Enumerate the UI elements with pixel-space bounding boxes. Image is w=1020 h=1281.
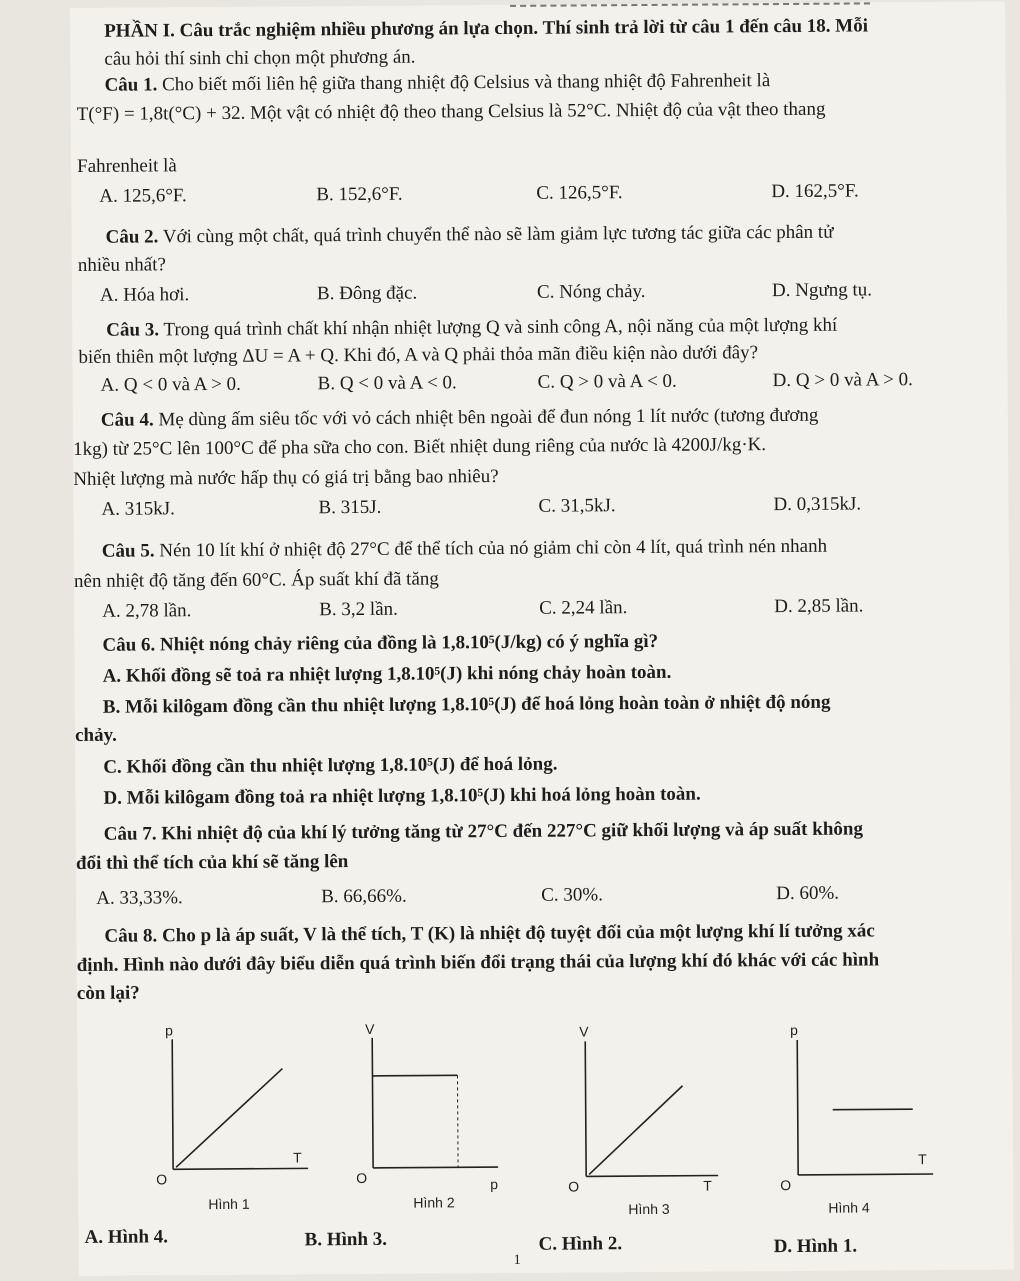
q3-option-b[interactable]: B. Q < 0 và A < 0. [317,372,457,395]
fig2-caption: Hình 2 [413,1194,455,1211]
fig1-caption: Hình 1 [208,1195,250,1213]
q2-option-c[interactable]: C. Nóng chảy. [536,280,646,303]
fig4-x-label: T [918,1151,927,1168]
q3-line1: Câu 3. Trong quá trình chất khí nhận nhiệt lượng Q và sinh công A, nội năng của một lượng khí [106,314,838,341]
fig4-origin: O [780,1176,792,1194]
top-dashed-rule [510,2,870,7]
figures-row [97,1014,998,1225]
q6-option-a[interactable]: A. Khối đồng sẽ toả ra nhiệt lượng 1,8.10⁵(J) khi nóng chảy hoàn toàn. [102,661,672,687]
q1-line3: Fahrenheit là [77,155,177,177]
q2-line2: nhiều nhất? [77,254,166,276]
q4-option-b[interactable]: B. 315J. [318,496,382,519]
fig1-x-label: T [292,1149,302,1166]
q3-line2: biến thiên một lượng ΔU = A + Q. Khi đó, A và Q phải thỏa mãn điều kiện nào dưới đây? [78,342,759,368]
q6-option-b[interactable]: B. Mỗi kilôgam đồng cần thu nhiệt lượng 1,8.10⁵(J) để hoá lỏng hoàn toàn ở nhiệt độ nóng [102,691,831,718]
q7-line2: đổi thì thể tích của khí sẽ tăng lên [75,851,349,874]
q1-option-a[interactable]: A. 125,6°F. [99,185,187,207]
fig3-y-label: V [579,1023,589,1040]
q5-option-a[interactable]: A. 2,78 lần. [102,600,192,622]
q4-option-d[interactable]: D. 0,315kJ. [773,493,862,516]
q5-option-c[interactable]: C. 2,24 lần. [539,597,628,619]
fig3-x-label: T [703,1177,712,1194]
q5-option-b[interactable]: B. 3,2 lần. [319,598,398,621]
exam-page [70,1,1014,1275]
fig4-caption: Hình 4 [828,1199,870,1216]
q8-line3: còn lại? [76,982,140,1004]
q8-option-b[interactable]: B. Hình 3. [304,1228,388,1251]
q4-option-c[interactable]: C. 31,5kJ. [538,495,616,517]
fig2-y-label: V [365,1020,375,1037]
fig1-y-label: p [165,1022,173,1039]
q3-option-a[interactable]: A. Q < 0 và A > 0. [100,373,241,396]
q4-option-a[interactable]: A. 315kJ. [101,498,175,520]
q6-option-c[interactable]: C. Khối đồng cần thu nhiệt lượng 1,8.10⁵(J) để hoá lỏng. [103,753,558,778]
q8-line2: định. Hình nào dưới đây biểu diễn quá trình biến đổi trạng thái của lượng khí đó khác với các hình [76,949,880,976]
q2-option-a[interactable]: A. Hóa hơi. [99,284,190,306]
fig3-caption: Hình 3 [628,1200,670,1218]
q7-option-b[interactable]: B. 66,66%. [321,885,407,908]
q7-option-c[interactable]: C. 30%. [541,884,604,906]
q3-option-c[interactable]: C. Q > 0 và A < 0. [537,370,677,393]
q1-line1: Câu 1. Cho biết mối liên hệ giữa thang nhiệt độ Celsius và thang nhiệt độ Fahrenheit là [104,70,771,96]
fig2-x-label: p [490,1176,499,1193]
q1-option-c[interactable]: C. 126,5°F. [536,182,623,204]
q8-option-d[interactable]: D. Hình 1. [773,1235,858,1258]
fig1-origin: O [156,1171,168,1188]
q7-option-d[interactable]: D. 60%. [776,882,840,905]
q3-option-d[interactable]: D. Q > 0 và A > 0. [772,369,913,392]
q4-line2: 1kg) từ 25°C lên 100°C để pha sữa cho con. Biết nhiệt dung riêng của nước là 4200J/kg·K. [73,434,767,460]
q6-line1: Câu 6. Nhiệt nóng chảy riêng của đồng là 1,8.10⁵(J/kg) có ý nghĩa gì? [102,630,659,656]
q5-line1: Câu 5. Nén 10 lít khí ở nhiệt độ 27°C để thể tích của nó giảm chỉ còn 4 lít, quá trình nén nhanh [101,535,828,562]
page-number: 1 [513,1252,521,1268]
fig2-origin: O [356,1169,368,1187]
part-header-cont: câu hỏi thí sinh chỉ chọn một phương án. [104,46,416,70]
q1-option-d[interactable]: D. 162,5°F. [771,180,859,203]
q6-option-d[interactable]: D. Mỗi kilôgam đồng toả ra nhiệt lượng 1,8.10⁵(J) khi hoá lỏng hoàn toàn. [103,783,701,809]
q2-line1: Câu 2. Với cùng một chất, quá trình chuyển thể nào sẽ làm giảm lực tương tác giữa các phân tử [105,221,834,248]
q8-option-c[interactable]: C. Hình 2. [538,1233,623,1255]
q7-line1: Câu 7. Khi nhiệt độ của khí lý tưởng tăng từ 27°C đến 227°C giữ khối lượng và áp suất không [103,818,863,845]
q1-line2: T(°F) = 1,8t(°C) + 32. Một vật có nhiệt độ theo thang Celsius là 52°C. Nhiệt độ của vật theo thang [76,98,826,125]
fig4-y-label: p [790,1021,799,1038]
q8-option-a[interactable]: A. Hình 4. [84,1226,169,1248]
q6-option-b-cont: chảy. [75,724,117,746]
q4-line1: Câu 4. Mẹ dùng ấm siêu tốc với vỏ cách nhiệt bên ngoài để đun nóng 1 lít nước (tương đương [100,404,819,431]
q1-option-b[interactable]: B. 152,6°F. [316,183,403,206]
q8-line1: Câu 8. Cho p là áp suất, V là thể tích, T (K) là nhiệt độ tuyệt đối của một lượng khí lí tưởng xác [104,920,875,947]
q7-option-a[interactable]: A. 33,33%. [96,887,183,909]
part-header: PHẦN I. Câu trắc nghiệm nhiều phương án lựa chọn. Thí sinh trả lời từ câu 1 đến câu 18. Mỗi [104,15,869,42]
q5-option-d[interactable]: D. 2,85 lần. [774,595,864,618]
q5-line2: nên nhiệt độ tăng đến 60°C. Áp suất khí đã tăng [73,568,439,592]
q4-line3: Nhiệt lượng mà nước hấp thụ có giá trị bằng bao nhiêu? [73,466,499,490]
q2-option-d[interactable]: D. Ngưng tụ. [771,279,873,302]
q2-option-b[interactable]: B. Đông đặc. [316,282,418,305]
fig3-origin: O [568,1178,580,1195]
